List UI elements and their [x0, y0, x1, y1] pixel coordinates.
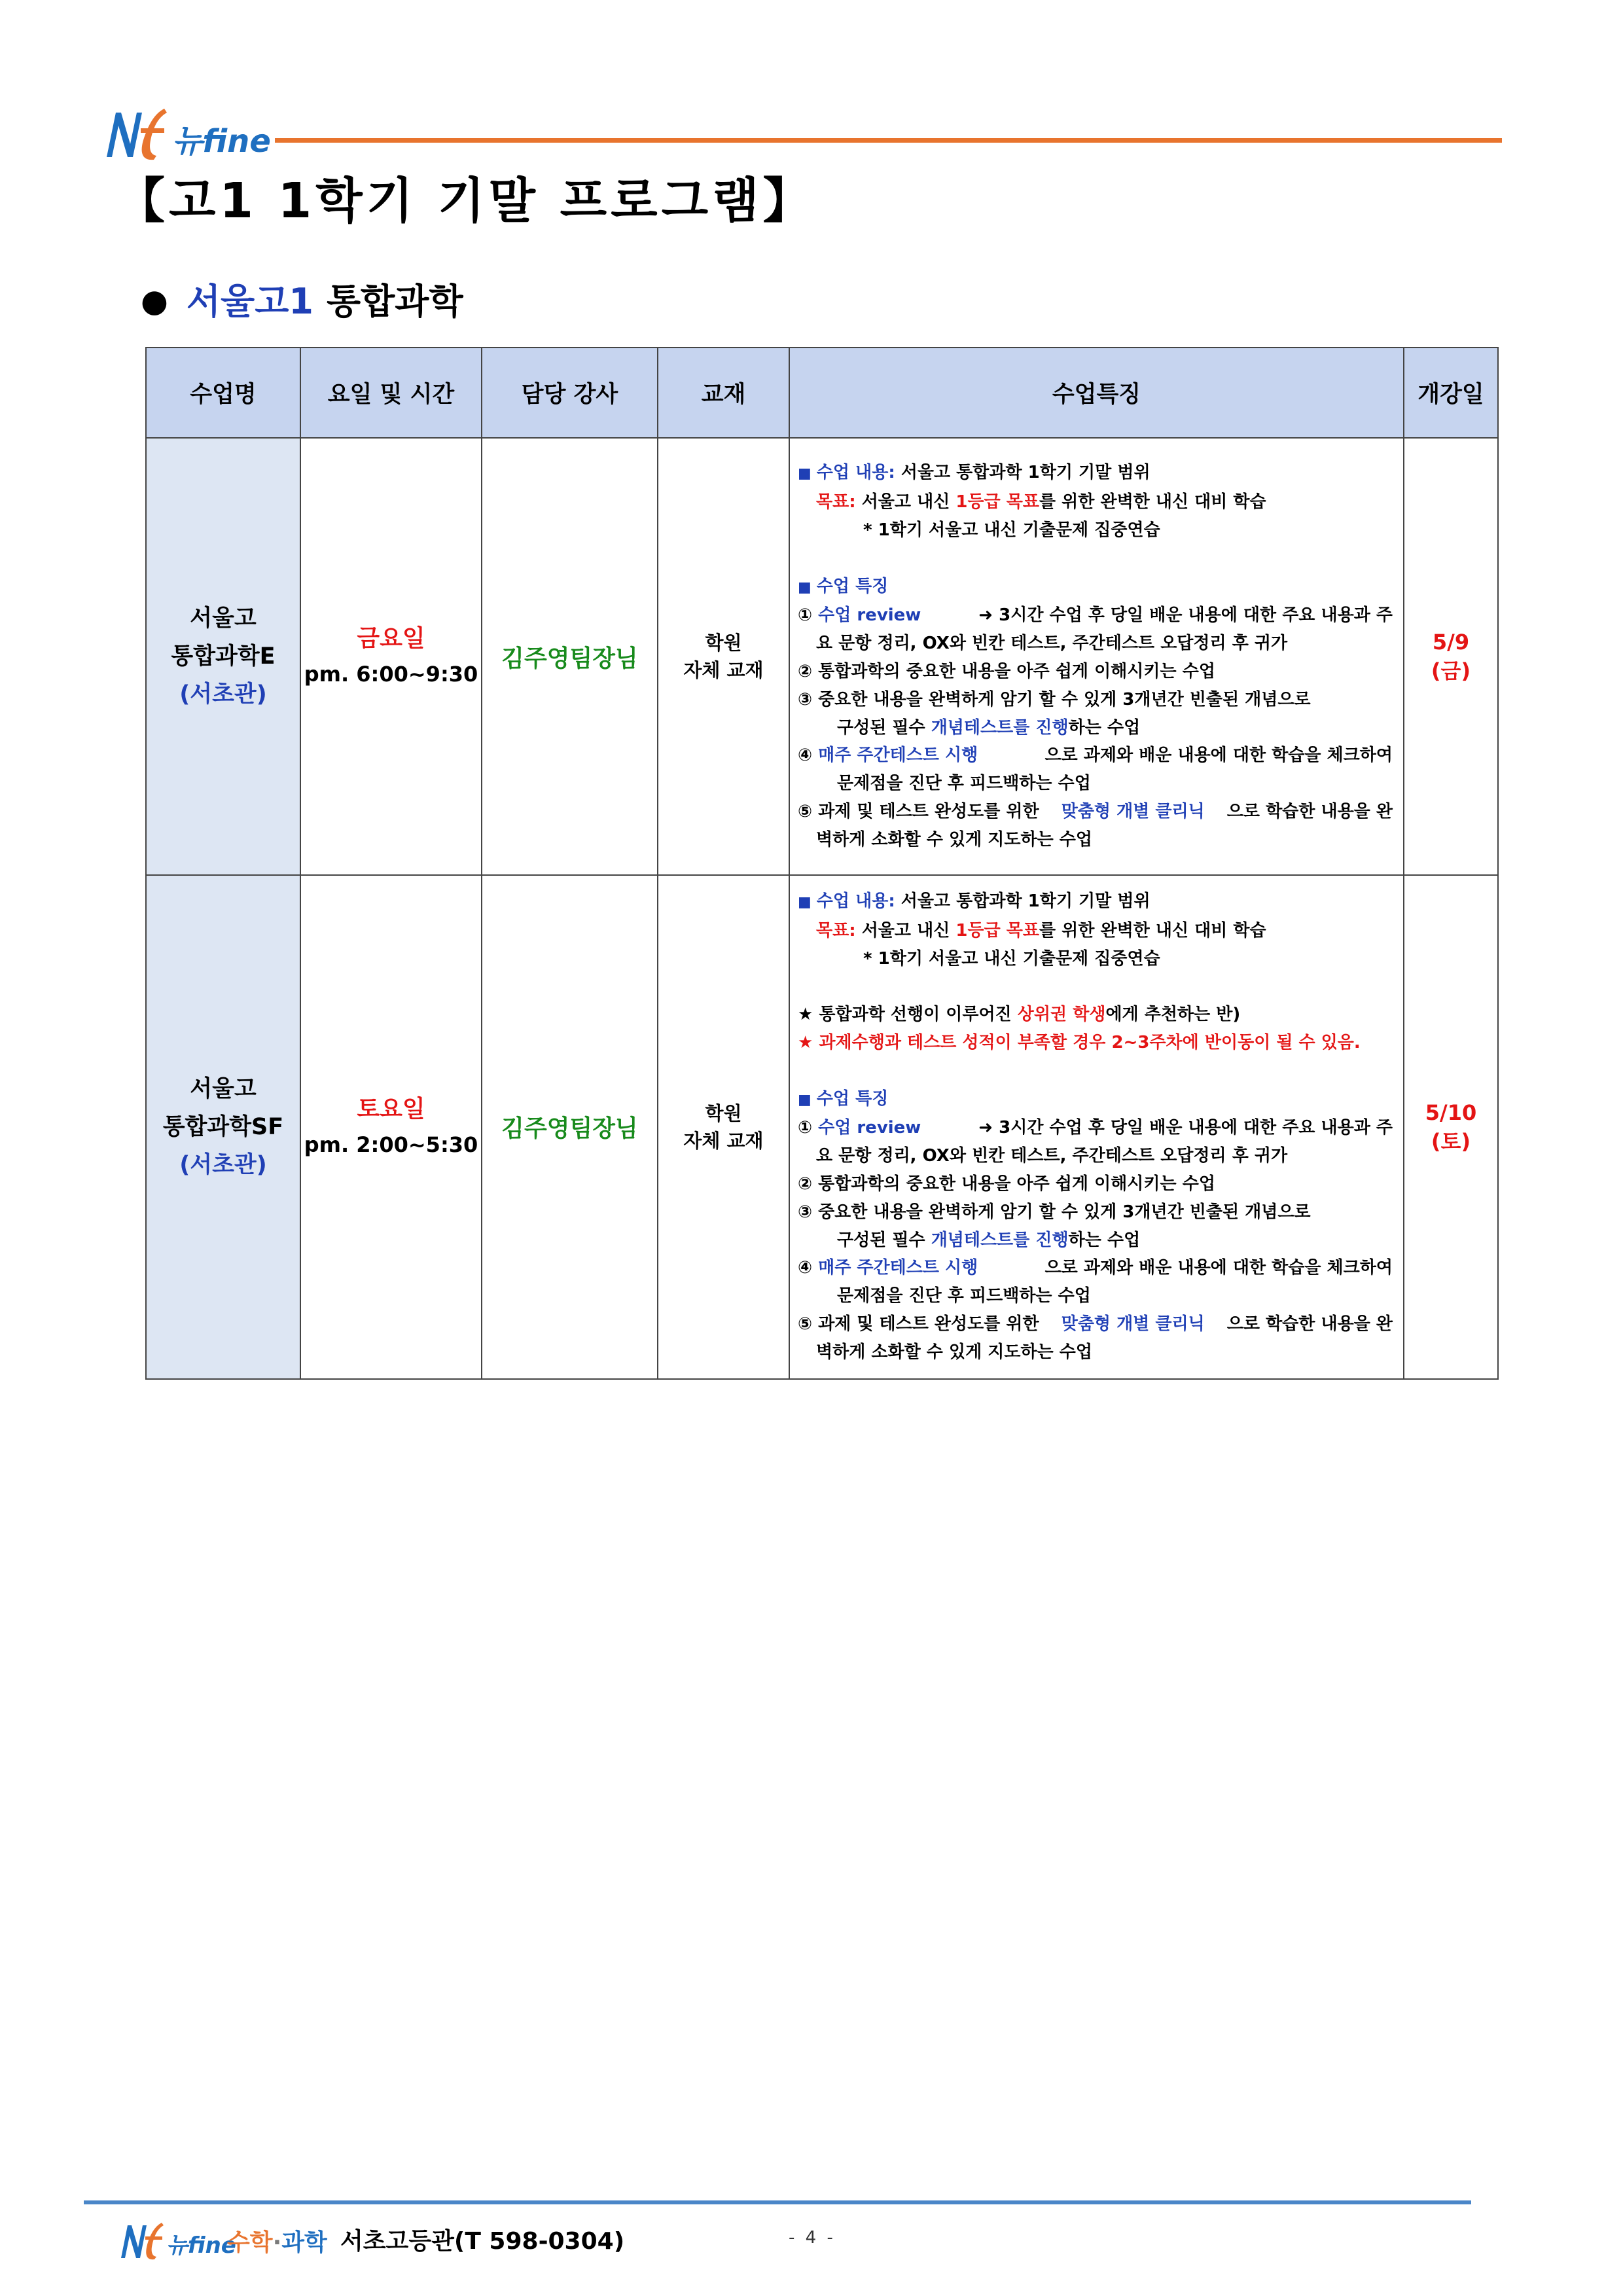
content-line: [798, 459, 1393, 488]
feature-label-line: [798, 1085, 1393, 1115]
teacher-name: 김주영팀장님: [501, 645, 638, 672]
nf-newfine-logo: [101, 103, 278, 164]
feature-4-cont: 문제점을 진단 후 피드백하는 수업: [837, 1286, 1091, 1306]
textbook-line2: 자체 교재: [683, 659, 764, 681]
header-start-date: 개강일: [1404, 348, 1498, 438]
goal-text-end: 를 위한 완벽한 내신 대비 학습: [1039, 492, 1266, 512]
feature-1-cont: 요 문항 정리, OX와 빈칸 테스트, 주간테스트 오답정리 후 귀가: [816, 634, 1288, 654]
goal-text-end: 를 위한 완벽한 내신 대비 학습: [1039, 920, 1266, 941]
header-features: 수업특징: [789, 348, 1404, 438]
goal-line: [798, 488, 1393, 516]
class-time: pm. 6:00~9:30: [304, 662, 478, 687]
school-name: 서울고1: [186, 281, 313, 322]
feature-highlight: 맞춤형 개별 클리닉: [1061, 1314, 1205, 1334]
teacher-cell: [482, 875, 658, 1379]
feature-num: ①: [798, 605, 813, 626]
class-name-line1: 서울고: [190, 1075, 257, 1102]
recommend-text: ★ 통합과학 선행이 이루어진: [798, 1005, 1018, 1025]
header-teacher: 담당 강사: [482, 348, 658, 438]
nf-newfine-footer-logo: [118, 2219, 236, 2262]
feature-3-cont: [798, 1227, 1393, 1255]
feature-label-line: [798, 573, 1393, 602]
content-label: 수업 내용:: [816, 463, 895, 483]
start-date-cell: [1404, 438, 1498, 875]
feature-1: [798, 601, 1393, 630]
feature-label: 수업 특징: [816, 576, 889, 596]
class-name-line2: 통합과학SF: [162, 1113, 284, 1140]
feature-num: ④: [798, 745, 813, 766]
header-rule: [275, 138, 1502, 143]
svg-text:뉴fine: 뉴fine: [172, 123, 271, 160]
feature-text-end: 으로 학습한 내용을 완: [1226, 1314, 1393, 1334]
footer-subject-dot: ·: [272, 2229, 282, 2256]
goal-highlight: 1등급 목표: [955, 920, 1039, 941]
table-header-row: [146, 348, 1498, 438]
square-bullet-icon: ■: [798, 465, 812, 482]
feature-4: [798, 742, 1393, 770]
goal-label: 목표:: [816, 492, 856, 512]
feature-3: ③ 중요한 내용을 완벽하게 암기 할 수 있게 3개년간 빈출된 개념으로: [798, 1202, 1311, 1222]
feature-1-cont: 요 문항 정리, OX와 빈칸 테스트, 주간테스트 오답정리 후 귀가: [816, 1146, 1288, 1166]
feature-highlight: 개념테스트를 진행: [931, 1230, 1069, 1250]
feature-text-end: 으로 학습한 내용을 완: [1226, 801, 1393, 821]
feature-label: 수업 특징: [816, 1088, 889, 1109]
teacher-name: 김주영팀장님: [501, 1115, 638, 1143]
page-number: - 4 -: [789, 2228, 836, 2248]
class-name-line2: 통합과학E: [171, 643, 276, 670]
textbook-cell: [658, 438, 789, 875]
content-label: 수업 내용:: [816, 891, 895, 911]
textbook-cell: [658, 875, 789, 1379]
recommend-text-end: 에게 추천하는 반): [1105, 1005, 1241, 1025]
feature-text: ➜ 3시간 수업 후 당일 배운 내용에 대한 주요 내용과 주: [978, 1118, 1393, 1138]
content-text: 서울고 통합과학 1학기 기말 범위: [895, 463, 1150, 483]
feature-2: ② 통합과학의 중요한 내용을 아주 쉽게 이해시키는 수업: [798, 1174, 1215, 1194]
feature-num: ①: [798, 1118, 813, 1138]
svg-text:뉴fine: 뉴fine: [166, 2233, 236, 2259]
goal-note: * 1학기 서울고 내신 기출문제 집중연습: [863, 520, 1160, 541]
recommend-line: [798, 1001, 1393, 1029]
feature-text: 구성된 필수: [837, 717, 931, 738]
teacher-cell: [482, 438, 658, 875]
schedule-cell: [300, 875, 482, 1379]
feature-highlight: 수업 review: [818, 605, 921, 626]
feature-5-cont: 벽하게 소화할 수 있게 지도하는 수업: [816, 829, 1092, 850]
feature-1: [798, 1114, 1393, 1142]
feature-num: ④: [798, 1258, 813, 1278]
feature-text: ⑤ 과제 및 테스트 완성도를 위한: [798, 1314, 1039, 1334]
spacer: [798, 545, 1393, 573]
table-row: [146, 875, 1498, 1379]
footer-subject-science: 과학: [281, 2229, 327, 2256]
goal-label: 목표:: [816, 920, 856, 941]
warning-line: ★ 과제수행과 테스트 성적이 부족할 경우 2~3주차에 반이동이 될 수 있음.: [798, 1032, 1361, 1052]
textbook-line1: 학원: [705, 1102, 742, 1124]
start-day: (토): [1431, 1128, 1471, 1154]
textbook-line1: 학원: [705, 632, 742, 654]
spacer: [798, 973, 1393, 1001]
feature-5: [798, 1310, 1393, 1338]
class-day: 금요일: [357, 625, 425, 652]
footer-branch: 서초고등관(T 598-0304): [340, 2228, 625, 2255]
class-name-cell: [146, 438, 300, 875]
square-bullet-icon: ■: [798, 579, 812, 596]
feature-highlight: 맞춤형 개별 클리닉: [1061, 801, 1205, 821]
start-date-cell: [1404, 875, 1498, 1379]
feature-5-cont: 벽하게 소화할 수 있게 지도하는 수업: [816, 1342, 1092, 1362]
footer-subject-math: 수학: [227, 2229, 273, 2256]
footer-rule: [84, 2200, 1471, 2204]
feature-text: 으로 과제와 배운 내용에 대한 학습을 체크하여: [1044, 745, 1393, 766]
table-row: [146, 438, 1498, 875]
feature-2: ② 통합과학의 중요한 내용을 아주 쉽게 이해시키는 수업: [798, 662, 1215, 681]
goal-text: 서울고 내신: [855, 920, 956, 941]
feature-highlight: 개념테스트를 진행: [931, 717, 1069, 738]
header-textbook: 교재: [658, 348, 789, 438]
square-bullet-icon: ■: [798, 894, 812, 910]
feature-3: ③ 중요한 내용을 완벽하게 암기 할 수 있게 3개년간 빈출된 개념으로: [798, 689, 1311, 709]
class-branch: (서초관): [179, 681, 267, 708]
program-table: [145, 347, 1499, 1380]
start-day: (금): [1431, 658, 1471, 683]
header-class-name: 수업명: [146, 348, 300, 438]
goal-text: 서울고 내신: [855, 492, 956, 512]
content-text: 서울고 통합과학 1학기 기말 범위: [895, 891, 1150, 911]
class-day: 토요일: [357, 1095, 425, 1122]
class-name-cell: [146, 875, 300, 1379]
feature-5: [798, 798, 1393, 826]
bullet-icon: ●: [141, 283, 168, 319]
feature-text: ➜ 3시간 수업 후 당일 배운 내용에 대한 주요 내용과 주: [978, 605, 1393, 626]
page-title: 【고1 1학기 기말 프로그램】: [116, 173, 815, 229]
features-cell: [789, 875, 1404, 1379]
spacer: [798, 1057, 1393, 1085]
feature-text-end: 하는 수업: [1068, 717, 1141, 738]
feature-4: [798, 1254, 1393, 1282]
feature-text-end: 하는 수업: [1068, 1230, 1141, 1250]
feature-text: ⑤ 과제 및 테스트 완성도를 위한: [798, 801, 1039, 821]
goal-note: * 1학기 서울고 내신 기출문제 집중연습: [863, 948, 1160, 969]
header-schedule: 요일 및 시간: [300, 348, 482, 438]
footer-subjects: [227, 2224, 327, 2257]
goal-line: [798, 917, 1393, 945]
textbook-line2: 자체 교재: [683, 1129, 764, 1152]
content-line: [798, 888, 1393, 917]
section-title: [141, 274, 463, 324]
recommend-highlight: 상위권 학생: [1017, 1005, 1106, 1025]
feature-highlight: 매주 주간테스트 시행: [818, 745, 978, 766]
class-time: pm. 2:00~5:30: [304, 1132, 478, 1157]
features-cell: [789, 438, 1404, 875]
start-date: 5/10: [1425, 1100, 1477, 1125]
feature-4-cont: 문제점을 진단 후 피드백하는 수업: [837, 774, 1091, 794]
subject-name: 통합과학: [326, 281, 463, 322]
feature-highlight: 매주 주간테스트 시행: [818, 1258, 978, 1278]
feature-text: 으로 과제와 배운 내용에 대한 학습을 체크하여: [1044, 1258, 1393, 1278]
feature-highlight: 수업 review: [818, 1118, 921, 1138]
schedule-cell: [300, 438, 482, 875]
start-date: 5/9: [1432, 630, 1470, 655]
class-branch: (서초관): [179, 1151, 267, 1178]
square-bullet-icon: ■: [798, 1091, 812, 1108]
feature-text: 구성된 필수: [837, 1230, 931, 1250]
goal-highlight: 1등급 목표: [955, 492, 1039, 512]
class-name-line1: 서울고: [190, 605, 257, 632]
feature-3-cont: [798, 714, 1393, 742]
